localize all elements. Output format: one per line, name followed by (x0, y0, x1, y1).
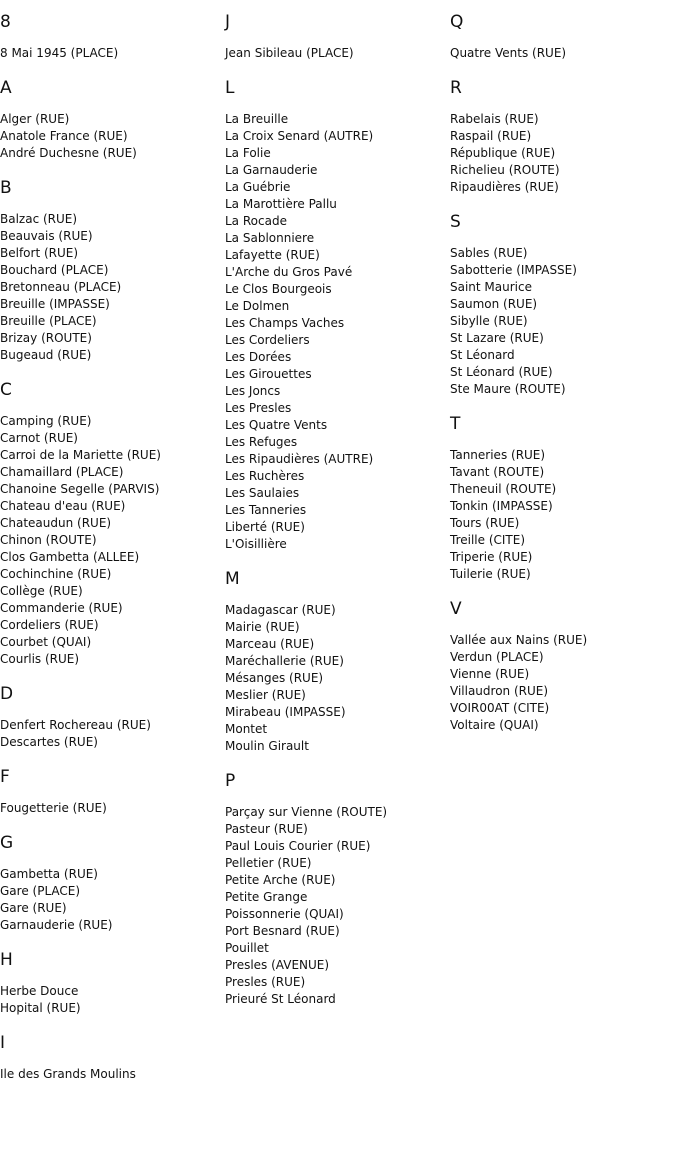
street-item: Montet (225, 722, 268, 736)
street-item: L'Oisillière (225, 537, 287, 551)
street-item: Les Refuges (225, 435, 298, 449)
section-letter-heading: L (225, 78, 235, 98)
letter-section (225, 12, 450, 62)
street-item: Collège (RUE) (0, 584, 83, 598)
street-item: André Duchesne (RUE) (0, 146, 137, 160)
section-letter-heading: C (0, 380, 12, 400)
letter-section (450, 414, 675, 583)
street-item: Clos Gambetta (ALLEE) (0, 550, 140, 564)
street-item: Courbet (QUAI) (0, 635, 92, 649)
street-item: Les Joncs (225, 384, 281, 398)
letter-section (450, 599, 675, 734)
section-letter-heading: T (450, 414, 461, 434)
street-item: Chateau d'eau (RUE) (0, 499, 126, 513)
street-item: Beauvais (RUE) (0, 229, 93, 243)
street-list (0, 1066, 225, 1083)
street-list (450, 111, 675, 196)
street-item: Liberté (RUE) (225, 520, 305, 534)
street-item: Saumon (RUE) (450, 297, 538, 311)
street-item: Tuilerie (RUE) (450, 567, 531, 581)
letter-section (450, 212, 675, 398)
street-list (0, 717, 225, 751)
street-item: Saint Maurice (450, 280, 532, 294)
letter-section (0, 12, 225, 62)
street-item: Ile des Grands Moulins (0, 1067, 136, 1081)
street-item: La Sablonniere (225, 231, 315, 245)
street-item: Pouillet (225, 941, 269, 955)
street-item: Lafayette (RUE) (225, 248, 320, 262)
section-letter-heading: R (450, 78, 462, 98)
street-list (0, 866, 225, 934)
street-list (450, 45, 675, 62)
street-item: Bugeaud (RUE) (0, 348, 92, 362)
index-column (225, 0, 450, 1099)
street-item: Bouchard (PLACE) (0, 263, 109, 277)
letter-section (0, 950, 225, 1017)
street-item: Fougetterie (RUE) (0, 801, 107, 815)
street-item: Courlis (RUE) (0, 652, 80, 666)
street-item: Garnauderie (RUE) (0, 918, 113, 932)
street-item: Breuille (PLACE) (0, 314, 97, 328)
street-item: Prieuré St Léonard (225, 992, 336, 1006)
street-item: Denfert Rochereau (RUE) (0, 718, 151, 732)
street-item: Presles (RUE) (225, 975, 306, 989)
letter-section (0, 833, 225, 934)
street-list (0, 983, 225, 1017)
street-item: Breuille (IMPASSE) (0, 297, 110, 311)
street-item: République (RUE) (450, 146, 556, 160)
street-item: Les Ruchères (225, 469, 305, 483)
street-item: Chinon (ROUTE) (0, 533, 97, 547)
section-letter-heading: P (225, 771, 236, 791)
street-list (225, 804, 450, 1008)
street-item: Petite Grange (225, 890, 308, 904)
section-letter-heading: A (0, 78, 12, 98)
street-list (0, 413, 225, 668)
street-item: Maréchallerie (RUE) (225, 654, 344, 668)
street-item: Chamaillard (PLACE) (0, 465, 124, 479)
street-item: 8 Mai 1945 (PLACE) (0, 46, 119, 60)
street-item: Verdun (PLACE) (450, 650, 544, 664)
index-column (0, 0, 225, 1099)
street-list (450, 632, 675, 734)
street-item: Bretonneau (PLACE) (0, 280, 122, 294)
section-letter-heading: G (0, 833, 14, 853)
street-list (225, 602, 450, 755)
street-item: Pelletier (RUE) (225, 856, 312, 870)
section-letter-heading: 8 (0, 12, 11, 32)
street-item: Descartes (RUE) (0, 735, 98, 749)
street-item: Moulin Girault (225, 739, 309, 753)
street-item: Sabotterie (IMPASSE) (450, 263, 577, 277)
street-item: Pasteur (RUE) (225, 822, 308, 836)
section-letter-heading: D (0, 684, 14, 704)
street-list (0, 45, 225, 62)
street-item: Cochinchine (RUE) (0, 567, 112, 581)
street-item: St Lazare (RUE) (450, 331, 544, 345)
street-item: Mirabeau (IMPASSE) (225, 705, 346, 719)
letter-section (0, 178, 225, 364)
street-item: Presles (AVENUE) (225, 958, 330, 972)
letter-section (450, 78, 675, 196)
street-item: Villaudron (RUE) (450, 684, 549, 698)
street-item: VOIR00AT (CITE) (450, 701, 550, 715)
street-item: Theneuil (ROUTE) (450, 482, 557, 496)
street-item: La Guébrie (225, 180, 291, 194)
street-item: Paul Louis Courier (RUE) (225, 839, 371, 853)
section-letter-heading: B (0, 178, 12, 198)
street-item: Madagascar (RUE) (225, 603, 336, 617)
street-item: L'Arche du Gros Pavé (225, 265, 353, 279)
street-item: Ste Maure (ROUTE) (450, 382, 566, 396)
street-item: La Rocade (225, 214, 287, 228)
street-item: Ripaudières (RUE) (450, 180, 559, 194)
letter-section (450, 12, 675, 62)
street-item: Sables (RUE) (450, 246, 528, 260)
street-list (450, 245, 675, 398)
street-item: Tours (RUE) (450, 516, 520, 530)
street-item: Les Presles (225, 401, 292, 415)
street-item: Tanneries (RUE) (450, 448, 546, 462)
street-item: Sibylle (RUE) (450, 314, 528, 328)
street-item: Les Saulaies (225, 486, 300, 500)
street-item: St Léonard (450, 348, 515, 362)
street-item: Parçay sur Vienne (ROUTE) (225, 805, 388, 819)
section-letter-heading: S (450, 212, 461, 232)
street-item: Belfort (RUE) (0, 246, 79, 260)
street-item: La Garnauderie (225, 163, 318, 177)
street-item: Marceau (RUE) (225, 637, 315, 651)
street-item: Chanoine Segelle (PARVIS) (0, 482, 160, 496)
letter-section (225, 569, 450, 755)
street-item: Les Dorées (225, 350, 292, 364)
street-item: Jean Sibileau (PLACE) (225, 46, 354, 60)
street-list (225, 45, 450, 62)
street-item: Voltaire (QUAI) (450, 718, 539, 732)
letter-section (225, 78, 450, 553)
letter-section (0, 767, 225, 817)
street-item: Raspail (RUE) (450, 129, 532, 143)
section-letter-heading: M (225, 569, 240, 589)
letter-section (225, 771, 450, 1008)
street-item: Les Quatre Vents (225, 418, 328, 432)
street-item: Carnot (RUE) (0, 431, 78, 445)
section-letter-heading: F (0, 767, 10, 787)
street-item: La Marottière Pallu (225, 197, 337, 211)
street-item: Balzac (RUE) (0, 212, 78, 226)
street-item: Les Cordeliers (225, 333, 310, 347)
letter-section (0, 684, 225, 751)
street-list (0, 211, 225, 364)
street-item: Les Girouettes (225, 367, 312, 381)
street-item: St Léonard (RUE) (450, 365, 553, 379)
street-item: Mairie (RUE) (225, 620, 300, 634)
street-item: Brizay (ROUTE) (0, 331, 92, 345)
street-item: Tavant (ROUTE) (450, 465, 545, 479)
street-item: Chateaudun (RUE) (0, 516, 112, 530)
street-item: Triperie (RUE) (450, 550, 533, 564)
street-item: La Breuille (225, 112, 289, 126)
section-letter-heading: H (0, 950, 13, 970)
street-item: Le Dolmen (225, 299, 290, 313)
letter-section (0, 1033, 225, 1083)
street-item: Alger (RUE) (0, 112, 70, 126)
street-item: Hopital (RUE) (0, 1001, 81, 1015)
street-item: Le Clos Bourgeois (225, 282, 332, 296)
street-item: Les Tanneries (225, 503, 307, 517)
section-letter-heading: I (0, 1033, 6, 1053)
section-letter-heading: Q (450, 12, 464, 32)
street-item: Les Ripaudières (AUTRE) (225, 452, 374, 466)
street-item: Les Champs Vaches (225, 316, 345, 330)
street-item: Carroi de la Mariette (RUE) (0, 448, 161, 462)
street-item: Rabelais (RUE) (450, 112, 539, 126)
street-item: La Croix Senard (AUTRE) (225, 129, 374, 143)
street-item: Gare (RUE) (0, 901, 67, 915)
street-item: Poissonnerie (QUAI) (225, 907, 344, 921)
street-item: Vienne (RUE) (450, 667, 530, 681)
street-item: Gambetta (RUE) (0, 867, 98, 881)
street-item: Mésanges (RUE) (225, 671, 324, 685)
section-letter-heading: J (225, 12, 231, 32)
street-item: Herbe Douce (0, 984, 79, 998)
street-item: Commanderie (RUE) (0, 601, 123, 615)
street-list (225, 111, 450, 553)
street-item: Meslier (RUE) (225, 688, 306, 702)
street-item: Treille (CITE) (450, 533, 526, 547)
street-item: Richelieu (ROUTE) (450, 163, 560, 177)
letter-section (0, 78, 225, 162)
street-list (0, 800, 225, 817)
street-list (0, 111, 225, 162)
street-item: Anatole France (RUE) (0, 129, 128, 143)
street-item: Tonkin (IMPASSE) (450, 499, 553, 513)
street-item: Vallée aux Nains (RUE) (450, 633, 588, 647)
index-column (450, 0, 675, 1099)
street-item: Petite Arche (RUE) (225, 873, 336, 887)
street-item: Cordeliers (RUE) (0, 618, 99, 632)
street-item: La Folie (225, 146, 271, 160)
letter-section (0, 380, 225, 668)
street-list (450, 447, 675, 583)
street-item: Quatre Vents (RUE) (450, 46, 567, 60)
street-item: Gare (PLACE) (0, 884, 81, 898)
street-item: Port Besnard (RUE) (225, 924, 340, 938)
section-letter-heading: V (450, 599, 462, 619)
street-item: Camping (RUE) (0, 414, 92, 428)
